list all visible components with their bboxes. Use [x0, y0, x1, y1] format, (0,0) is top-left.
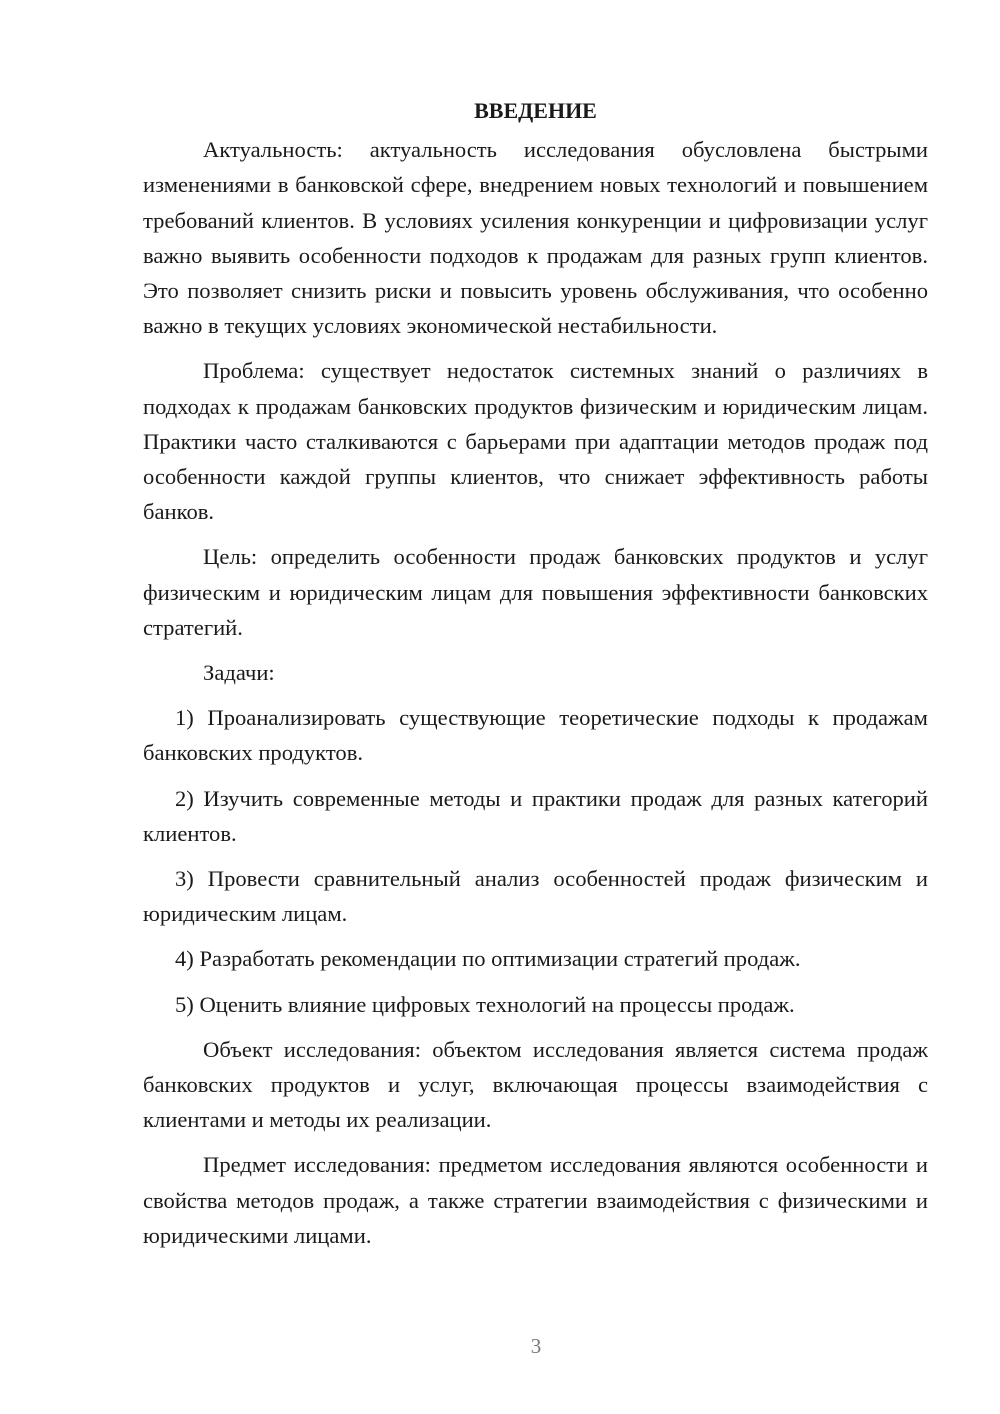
page-content [143, 93, 928, 1263]
paragraph-goal: Цель: определить особенности продаж банковских продуктов и услуг физическим и юридическим лицам для повышения эффективности банковских стратегий. [143, 544, 928, 640]
task-item-3: 3) Провести сравнительный анализ особенностей продаж физическим и юридическим лицам. [143, 866, 928, 927]
task-item-5: 5) Оценить влияние цифровых технологий на процессы продаж. [175, 991, 795, 1017]
section-title: ВВЕДЕНИЕ [474, 98, 597, 123]
paragraph-subject: Предмет исследования: предметом исследования являются особенности и свойства методов продаж, а также стратегии взаимодействия с физическими и юридическими лицами. [143, 1152, 928, 1248]
task-item-2: 2) Изучить современные методы и практики продаж для разных категорий клиентов. [143, 785, 928, 846]
tasks-heading: Задачи: [203, 660, 275, 686]
paragraph-relevance: Актуальность: актуальность исследования обусловлена быстрыми изменениями в банковской сфере, внедрением новых технологий и повышением требований клиентов. В условиях усиления конкуренции и цифровизации услуг важно выявить особенности подходов к продажам для разных групп клиентов. Это позволяет снизить риски и повысить уровень обслуживания, что особенно важно в текущих условиях экономической нестабильности. [143, 137, 928, 339]
task-item-1: 1) Проанализировать существующие теоретические подходы к продажам банковских продуктов. [143, 705, 928, 766]
page-number: 3 [530, 1334, 542, 1358]
paragraph-object: Объект исследования: объектом исследования является система продаж банковских продуктов и услуг, включающая процессы взаимодействия с клиентами и методы их реализации. [143, 1036, 928, 1133]
paragraph-problem: Проблема: существует недостаток системных знаний о различиях в подходах к продажам банковских продуктов физическим и юридическим лицам. Практики часто сталкиваются с барьерами при адаптации методов продаж под особенности каждой группы клиентов, что снижает эффективность работы банков. [143, 358, 928, 525]
task-item-4: 4) Разработать рекомендации по оптимизации стратегий продаж. [175, 946, 801, 972]
